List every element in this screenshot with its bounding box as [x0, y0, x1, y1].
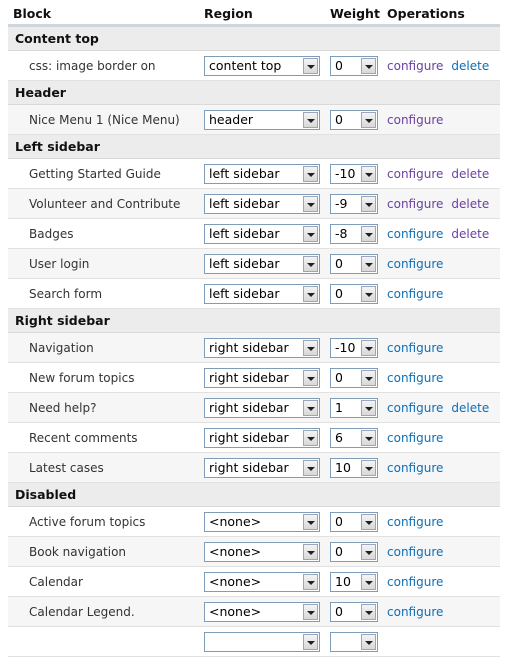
chevron-down-icon[interactable] [303, 340, 318, 356]
configure-link[interactable]: configure [387, 256, 444, 271]
chevron-down-icon[interactable] [303, 460, 318, 476]
configure-link[interactable]: configure [387, 226, 444, 241]
weight-select[interactable] [330, 224, 378, 244]
chevron-down-icon[interactable] [303, 286, 318, 302]
chevron-down-icon[interactable] [361, 340, 376, 356]
weight-cell [330, 512, 387, 532]
region-select[interactable] [204, 512, 320, 532]
weight-cell [330, 164, 387, 184]
region-select[interactable] [204, 338, 320, 358]
region-heading: Header [8, 81, 500, 105]
block-name: Volunteer and Contribute [29, 196, 181, 211]
region-select-value: right sidebar [209, 399, 289, 415]
region-cell [204, 428, 330, 448]
weight-cell [330, 632, 387, 652]
weight-select[interactable] [330, 512, 378, 532]
column-header-operations: Operations [387, 6, 465, 21]
region-select[interactable] [204, 194, 320, 214]
region-cell [204, 512, 330, 532]
operations-cell [387, 515, 443, 529]
operations-cell [387, 461, 443, 475]
region-cell [204, 194, 330, 214]
configure-link[interactable]: configure [387, 430, 444, 445]
table-row [8, 567, 500, 597]
weight-select[interactable] [330, 254, 378, 274]
block-name: Need help? [29, 400, 97, 415]
configure-link[interactable]: configure [387, 400, 444, 415]
region-select-value: right sidebar [209, 339, 289, 355]
region-select[interactable] [204, 398, 320, 418]
weight-select-value: -8 [335, 225, 348, 241]
chevron-down-icon[interactable] [361, 544, 376, 560]
block-name: Getting Started Guide [29, 166, 161, 181]
region-select[interactable] [204, 110, 320, 130]
table-row [8, 453, 500, 483]
configure-link[interactable]: configure [387, 112, 444, 127]
table-row [8, 537, 500, 567]
delete-link[interactable]: delete [451, 226, 490, 241]
operations-cell [387, 401, 489, 415]
weight-select[interactable] [330, 110, 378, 130]
chevron-down-icon[interactable] [303, 370, 318, 386]
table-row [8, 219, 500, 249]
weight-select-value: 0 [335, 255, 343, 271]
block-name: Navigation [29, 340, 94, 355]
region-cell [204, 632, 330, 652]
configure-link[interactable]: configure [387, 166, 444, 181]
region-select[interactable] [204, 254, 320, 274]
region-select[interactable] [204, 164, 320, 184]
block-name: New forum topics [29, 370, 135, 385]
table-row [8, 333, 500, 363]
chevron-down-icon[interactable] [303, 514, 318, 530]
region-select[interactable] [204, 632, 320, 652]
chevron-down-icon[interactable] [361, 460, 376, 476]
region-cell [204, 542, 330, 562]
operations-cell [387, 113, 443, 127]
region-select-value: <none> [209, 543, 262, 559]
table-row [8, 105, 500, 135]
chevron-down-icon[interactable] [303, 574, 318, 590]
weight-select-value: 0 [335, 513, 343, 529]
region-select-value: left sidebar [209, 195, 280, 211]
block-name: Calendar [29, 574, 83, 589]
region-select-value: <none> [209, 573, 262, 589]
table-row [8, 627, 500, 657]
region-select[interactable] [204, 56, 320, 76]
operations-cell [387, 287, 443, 301]
region-heading: Left sidebar [8, 135, 500, 159]
table-row [8, 423, 500, 453]
chevron-down-icon[interactable] [303, 544, 318, 560]
region-select-value: left sidebar [209, 165, 280, 181]
weight-select[interactable] [330, 458, 378, 478]
block-name: Nice Menu 1 (Nice Menu) [29, 112, 180, 127]
delete-link[interactable]: delete [451, 400, 490, 415]
chevron-down-icon[interactable] [361, 166, 376, 182]
weight-select[interactable] [330, 56, 378, 76]
operations-cell [387, 341, 443, 355]
configure-link[interactable]: configure [387, 574, 444, 589]
region-select-value: left sidebar [209, 225, 280, 241]
weight-select[interactable] [330, 428, 378, 448]
chevron-down-icon[interactable] [361, 256, 376, 272]
weight-cell [330, 56, 387, 76]
region-cell [204, 338, 330, 358]
region-cell [204, 284, 330, 304]
weight-cell [330, 110, 387, 130]
region-cell [204, 602, 330, 622]
chevron-down-icon[interactable] [303, 400, 318, 416]
weight-select[interactable] [330, 632, 378, 652]
chevron-down-icon[interactable] [361, 196, 376, 212]
weight-select-value: 0 [335, 543, 343, 559]
block-name: Book navigation [29, 544, 127, 559]
weight-cell [330, 338, 387, 358]
weight-select-value: -10 [335, 339, 356, 355]
region-cell [204, 110, 330, 130]
configure-link[interactable]: configure [387, 544, 444, 559]
region-cell [204, 164, 330, 184]
weight-select[interactable] [330, 602, 378, 622]
region-select-value: header [209, 111, 254, 127]
chevron-down-icon[interactable] [303, 226, 318, 242]
region-cell [204, 458, 330, 478]
weight-select-value: 10 [335, 459, 351, 475]
region-select-value: right sidebar [209, 459, 289, 475]
table-row [8, 51, 500, 81]
operations-cell [387, 257, 443, 271]
weight-cell [330, 368, 387, 388]
chevron-down-icon[interactable] [303, 166, 318, 182]
table-row [8, 507, 500, 537]
operations-cell [387, 605, 443, 619]
table-row [8, 597, 500, 627]
weight-select-value: 0 [335, 285, 343, 301]
chevron-down-icon[interactable] [303, 58, 318, 74]
chevron-down-icon[interactable] [361, 286, 376, 302]
weight-select[interactable] [330, 572, 378, 592]
table-body [8, 27, 500, 657]
weight-cell [330, 254, 387, 274]
configure-link[interactable]: configure [387, 514, 444, 529]
chevron-down-icon[interactable] [303, 196, 318, 212]
weight-select[interactable] [330, 284, 378, 304]
operations-cell [387, 545, 443, 559]
delete-link[interactable]: delete [451, 196, 490, 211]
region-cell [204, 398, 330, 418]
chevron-down-icon[interactable] [303, 112, 318, 128]
weight-select-value: 0 [335, 57, 343, 73]
column-header-region: Region [204, 6, 253, 21]
region-cell [204, 368, 330, 388]
configure-link[interactable]: configure [387, 196, 444, 211]
region-select[interactable] [204, 428, 320, 448]
weight-cell [330, 224, 387, 244]
region-cell [204, 254, 330, 274]
block-name: Recent comments [29, 430, 138, 445]
region-select[interactable] [204, 224, 320, 244]
configure-link[interactable]: configure [387, 286, 444, 301]
region-select[interactable] [204, 572, 320, 592]
chevron-down-icon[interactable] [361, 430, 376, 446]
weight-select[interactable] [330, 338, 378, 358]
weight-cell [330, 572, 387, 592]
table-row [8, 363, 500, 393]
region-select[interactable] [204, 542, 320, 562]
weight-select-value: 0 [335, 603, 343, 619]
operations-cell [387, 575, 443, 589]
region-cell [204, 224, 330, 244]
region-heading: Disabled [8, 483, 500, 507]
weight-select-value: 6 [335, 429, 343, 445]
weight-select-value: 0 [335, 111, 343, 127]
table-row [8, 159, 500, 189]
configure-link[interactable]: configure [387, 460, 444, 475]
operations-cell [387, 59, 489, 73]
chevron-down-icon[interactable] [361, 514, 376, 530]
weight-cell [330, 458, 387, 478]
weight-cell [330, 284, 387, 304]
operations-cell [387, 371, 443, 385]
weight-cell [330, 602, 387, 622]
weight-cell [330, 398, 387, 418]
weight-select-value: -9 [335, 195, 348, 211]
region-select[interactable] [204, 602, 320, 622]
weight-select[interactable] [330, 398, 378, 418]
delete-link[interactable]: delete [451, 58, 490, 73]
configure-link[interactable]: configure [387, 370, 444, 385]
region-select[interactable] [204, 368, 320, 388]
blocks-table [8, 0, 500, 657]
table-row [8, 279, 500, 309]
operations-cell [387, 167, 489, 181]
block-name: Search form [29, 286, 103, 301]
column-header-block: Block [13, 6, 52, 21]
chevron-down-icon[interactable] [361, 58, 376, 74]
region-select-value: left sidebar [209, 285, 280, 301]
block-name: Calendar Legend. [29, 604, 135, 619]
chevron-down-icon[interactable] [361, 604, 376, 620]
chevron-down-icon[interactable] [303, 634, 318, 650]
weight-select[interactable] [330, 542, 378, 562]
chevron-down-icon[interactable] [361, 370, 376, 386]
chevron-down-icon[interactable] [361, 400, 376, 416]
operations-cell [387, 227, 489, 241]
column-header-weight: Weight [330, 6, 380, 21]
configure-link[interactable]: configure [387, 58, 444, 73]
block-name: Active forum topics [29, 514, 146, 529]
weight-cell [330, 542, 387, 562]
region-select-value: content top [209, 57, 282, 73]
chevron-down-icon[interactable] [361, 226, 376, 242]
weight-select[interactable] [330, 164, 378, 184]
chevron-down-icon[interactable] [303, 604, 318, 620]
region-cell [204, 572, 330, 592]
delete-link[interactable]: delete [451, 166, 490, 181]
weight-cell [330, 194, 387, 214]
operations-cell [387, 197, 489, 211]
block-name: css: image border on [29, 58, 156, 73]
region-select[interactable] [204, 284, 320, 304]
chevron-down-icon[interactable] [303, 430, 318, 446]
weight-select-value: 10 [335, 573, 351, 589]
configure-link[interactable]: configure [387, 604, 444, 619]
region-select-value: left sidebar [209, 255, 280, 271]
chevron-down-icon[interactable] [303, 256, 318, 272]
block-name: Latest cases [29, 460, 104, 475]
region-heading: Right sidebar [8, 309, 500, 333]
block-name: Badges [29, 226, 74, 241]
region-cell [204, 56, 330, 76]
chevron-down-icon[interactable] [361, 574, 376, 590]
region-select-value: <none> [209, 513, 262, 529]
configure-link[interactable]: configure [387, 340, 444, 355]
weight-cell [330, 428, 387, 448]
chevron-down-icon[interactable] [361, 112, 376, 128]
block-name: User login [29, 256, 90, 271]
region-heading: Content top [8, 27, 500, 51]
weight-select-value: -10 [335, 165, 356, 181]
chevron-down-icon[interactable] [361, 634, 376, 650]
table-row [8, 189, 500, 219]
table-row [8, 393, 500, 423]
weight-select-value: 0 [335, 369, 343, 385]
region-select-value: right sidebar [209, 429, 289, 445]
weight-select[interactable] [330, 368, 378, 388]
operations-cell [387, 431, 443, 445]
table-row [8, 249, 500, 279]
table-header [8, 0, 500, 27]
weight-select[interactable] [330, 194, 378, 214]
region-select-value: right sidebar [209, 369, 289, 385]
region-select-value: <none> [209, 603, 262, 619]
region-select[interactable] [204, 458, 320, 478]
weight-select-value: 1 [335, 399, 343, 415]
